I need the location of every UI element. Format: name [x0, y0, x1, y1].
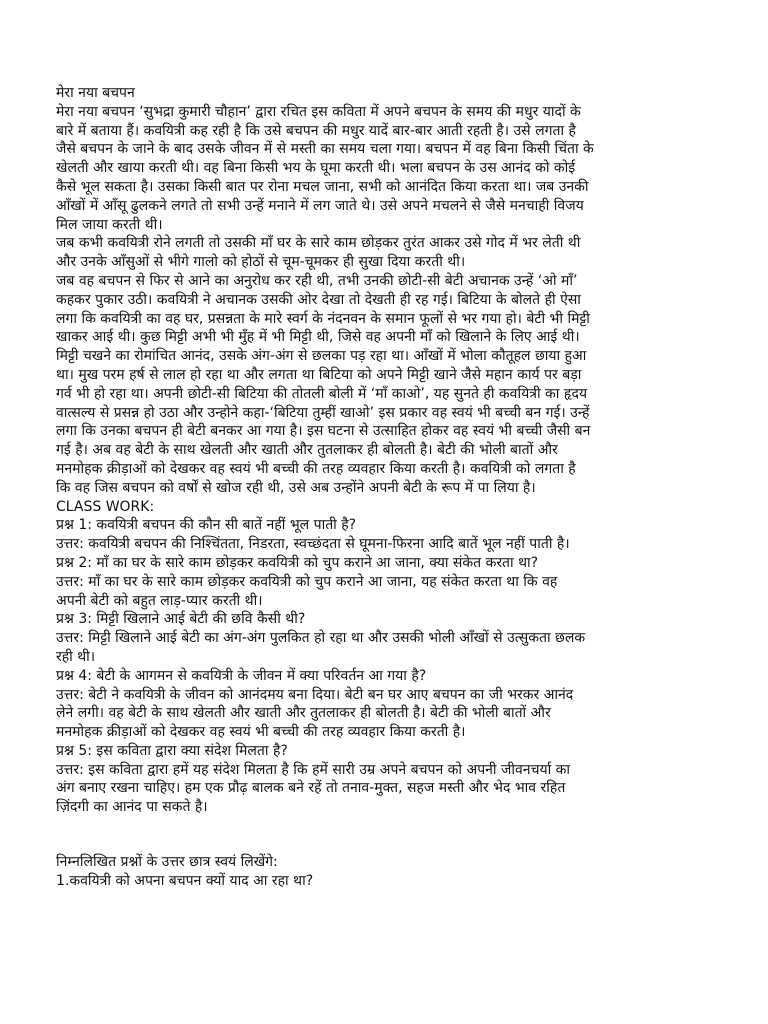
homework-section	[56, 853, 720, 891]
text-line: उत्तर: इस कविता द्वारा हमें यह संदेश मिलता है कि हमें सारी उम्र अपने बचपन को अपनी जीवनचर्या का	[56, 761, 571, 778]
text-line: जब कभी कवयित्री रोने लगती तो उसकी माँ घर के सारे काम छोड़कर तुरंत आकर उसे गोद में भर लेती थी	[56, 235, 581, 252]
text-line: कि वह जिस बचपन को वर्षों से खोज रही थी, उसे अब उन्होंने अपनी बेटी के रूप में पा लिया है।	[56, 479, 536, 496]
text-line: जैसे बचपन के जाने के बाद उसके जीवन में से मस्ती का समय चला गया। बचपन में वह बिना किसी चिंता के	[56, 141, 594, 158]
text-line: कैसे भूल सकता है। उसका किसी बात पर रोना मचल जाना, सभी को आनंदित किया करता था। जब उनकी	[56, 178, 589, 195]
homework-line: 1.कवयित्री को अपना बचपन क्यों याद आ रहा था?	[56, 872, 314, 889]
text-line: गई है। अब वह बेटी के साथ खेलती और खाती और तुतलाकर ही बोलती है। बेटी की भोली बातों और	[56, 442, 558, 459]
text-line: उत्तर: मिट्टी खिलाने आई बेटी का अंग-अंग पुलकित हो रहा था और उसकी भोली आँखों से उत्सुकता छलक	[56, 630, 586, 647]
text-line: था। मुख परम हर्ष से लाल हो रहा था और लगता था बिटिया को अपने मिट्टी खाने जैसे महान कार्य पर बड़ा	[56, 366, 582, 383]
text-line: लगा कि कवयित्री का वह घर, प्रसन्नता के मारे स्वर्ग के नंदनवन के समान फूलों से भर गया हो। बेटी भी मिट्टी	[56, 310, 590, 327]
text-line: आँखों में आँसू ढुलकने लगते तो सभी उन्हें मनाने में लग जाते थे। उसे अपने मचलने से जैसे मनचाही विजय	[56, 197, 584, 214]
text-line: ज़िंदगी का आनंद पा सकते है।	[56, 799, 208, 816]
text-line: वात्सल्य से प्रसन्न हो उठा और उन्होने कहा-‘बिटिया तुम्हीं खाओ’ इस प्रकार वह स्वयं भी बच्ची बन गई। उन्हें	[56, 404, 590, 421]
text-line: अंग बनाए रखना चाहिए। हम एक प्रौढ़ बालक बने रहें तो तनाव-मुक्त, सहज मस्ती और भेद भाव रहित	[56, 780, 566, 797]
text-line: लगा कि उनका बचपन ही बेटी बनकर आ गया है। इस घटना से उत्साहित होकर वह स्वयं भी बच्ची जैसी बन	[56, 423, 591, 440]
text-line: लेने लगी। वह बेटी के साथ खेलती और खाती और तुतलाकर ही बोलती है। बेटी की भोली बातों और	[56, 705, 551, 722]
document-body	[56, 84, 720, 817]
text-line: प्रश्न 5: इस कविता द्वारा क्या संदेश मिलता है?	[56, 742, 288, 759]
text-line: मिट्टी चखने का रोमांचित आनंद, उसके अंग-अंग से छलका पड़ रहा था। आँखों में भोला कौतूहल छाया हुआ	[56, 348, 587, 365]
homework-line: निम्नलिखित प्रश्नों के उत्तर छात्र स्वयं लिखेंगे:	[56, 854, 278, 871]
text-line: गर्व भी हो रहा था। अपनी छोटी-सी बिटिया की तोतली बोली में ‘माँ काओ’, यह सुनते ही कवयित्री का हृदय	[56, 385, 588, 402]
text-line: मेरा नया बचपन	[56, 85, 135, 101]
text-line: मनमोहक क्रीड़ाओं को देखकर वह स्वयं भी बच्ची की तरह व्यवहार किया करती है। कवयित्री को लगता है	[56, 460, 576, 477]
text-line: मिल जाया करती थी।	[56, 216, 163, 233]
text-line: प्रश्न 2: माँ का घर के सारे काम छोड़कर कवयित्री को चुप कराने आ जाना, क्या संकेत करता था?	[56, 554, 539, 571]
text-line: प्रश्न 4: बेटी के आगमन से कवयित्री के जीवन में क्या परिवर्तन आ गया है?	[56, 667, 427, 684]
text-line: मेरा नया बचपन ‘सुभद्रा कुमारी चौहान’ द्वारा रचित इस कविता में अपने बचपन के समय की मधुर यादों के	[56, 103, 581, 120]
text-line: CLASS WORK:	[56, 498, 155, 515]
text-line: खाकर आई थी। कुछ मिट्टी अभी भी मुँह में भी मिट्टी थी, जिसे वह अपनी माँ को खिलाने के लिए आई थी।	[56, 329, 580, 346]
text-line: खेलती और खाया करती थी। वह बिना किसी भय के घूमा करती थी। भला बचपन के उस आनंद को कोई	[56, 160, 576, 177]
text-line: उत्तर: कवयित्री बचपन की निश्चिंतता, निडरता, स्वच्छंदता से घूमना-फिरना आदि बातें भूल नहीं पाती है।	[56, 536, 570, 553]
text-line: मनमोहक क्रीड़ाओं को देखकर वह स्वयं भी बच्ची की तरह व्यवहार किया करती है।	[56, 724, 466, 741]
text-line: और उनके आँसुओं से भीगे गालो को होठों से चूम-चूमकर ही सुखा दिया करती थी।	[56, 254, 466, 271]
text-line: उत्तर: बेटी ने कवयित्री के जीवन को आनंदमय बना दिया। बेटी बन घर आए बचपन का जी भरकर आनंद	[56, 686, 574, 703]
text-line: अपनी बेटी को बहुत लाड़-प्यार करती थी।	[56, 592, 263, 609]
text-line: प्रश्न 1: कवयित्री बचपन की कौन सी बातें नहीं भूल पाती है?	[56, 517, 357, 534]
text-line: जब वह बचपन से फिर से आने का अनुरोध कर रही थी, तभी उनकी छोटी-सी बेटी अचानक उन्हें ‘ओ माँ’	[56, 272, 578, 289]
text-line: रही थी।	[56, 648, 96, 665]
text-line: बारे में बताया हैं। कवयित्री कह रही है कि उसे बचपन की मधुर यादें बार-बार आती रहती है। उसे लगता है	[56, 122, 576, 139]
text-line: प्रश्न 3: मिट्टी खिलाने आई बेटी की छवि कैसी थी?	[56, 611, 306, 628]
text-line: उत्तर: माँ का घर के सारे काम छोड़कर कवयित्री को चुप कराने आ जाना, यह संकेत करता था कि वह	[56, 573, 558, 590]
paragraph-gap	[56, 817, 720, 853]
text-line: कहकर पुकार उठी। कवयित्री ने अचानक उसकी ओर देखा तो देखती ही रह गई। बिटिया के बोलते ही ऐसा	[56, 291, 581, 308]
